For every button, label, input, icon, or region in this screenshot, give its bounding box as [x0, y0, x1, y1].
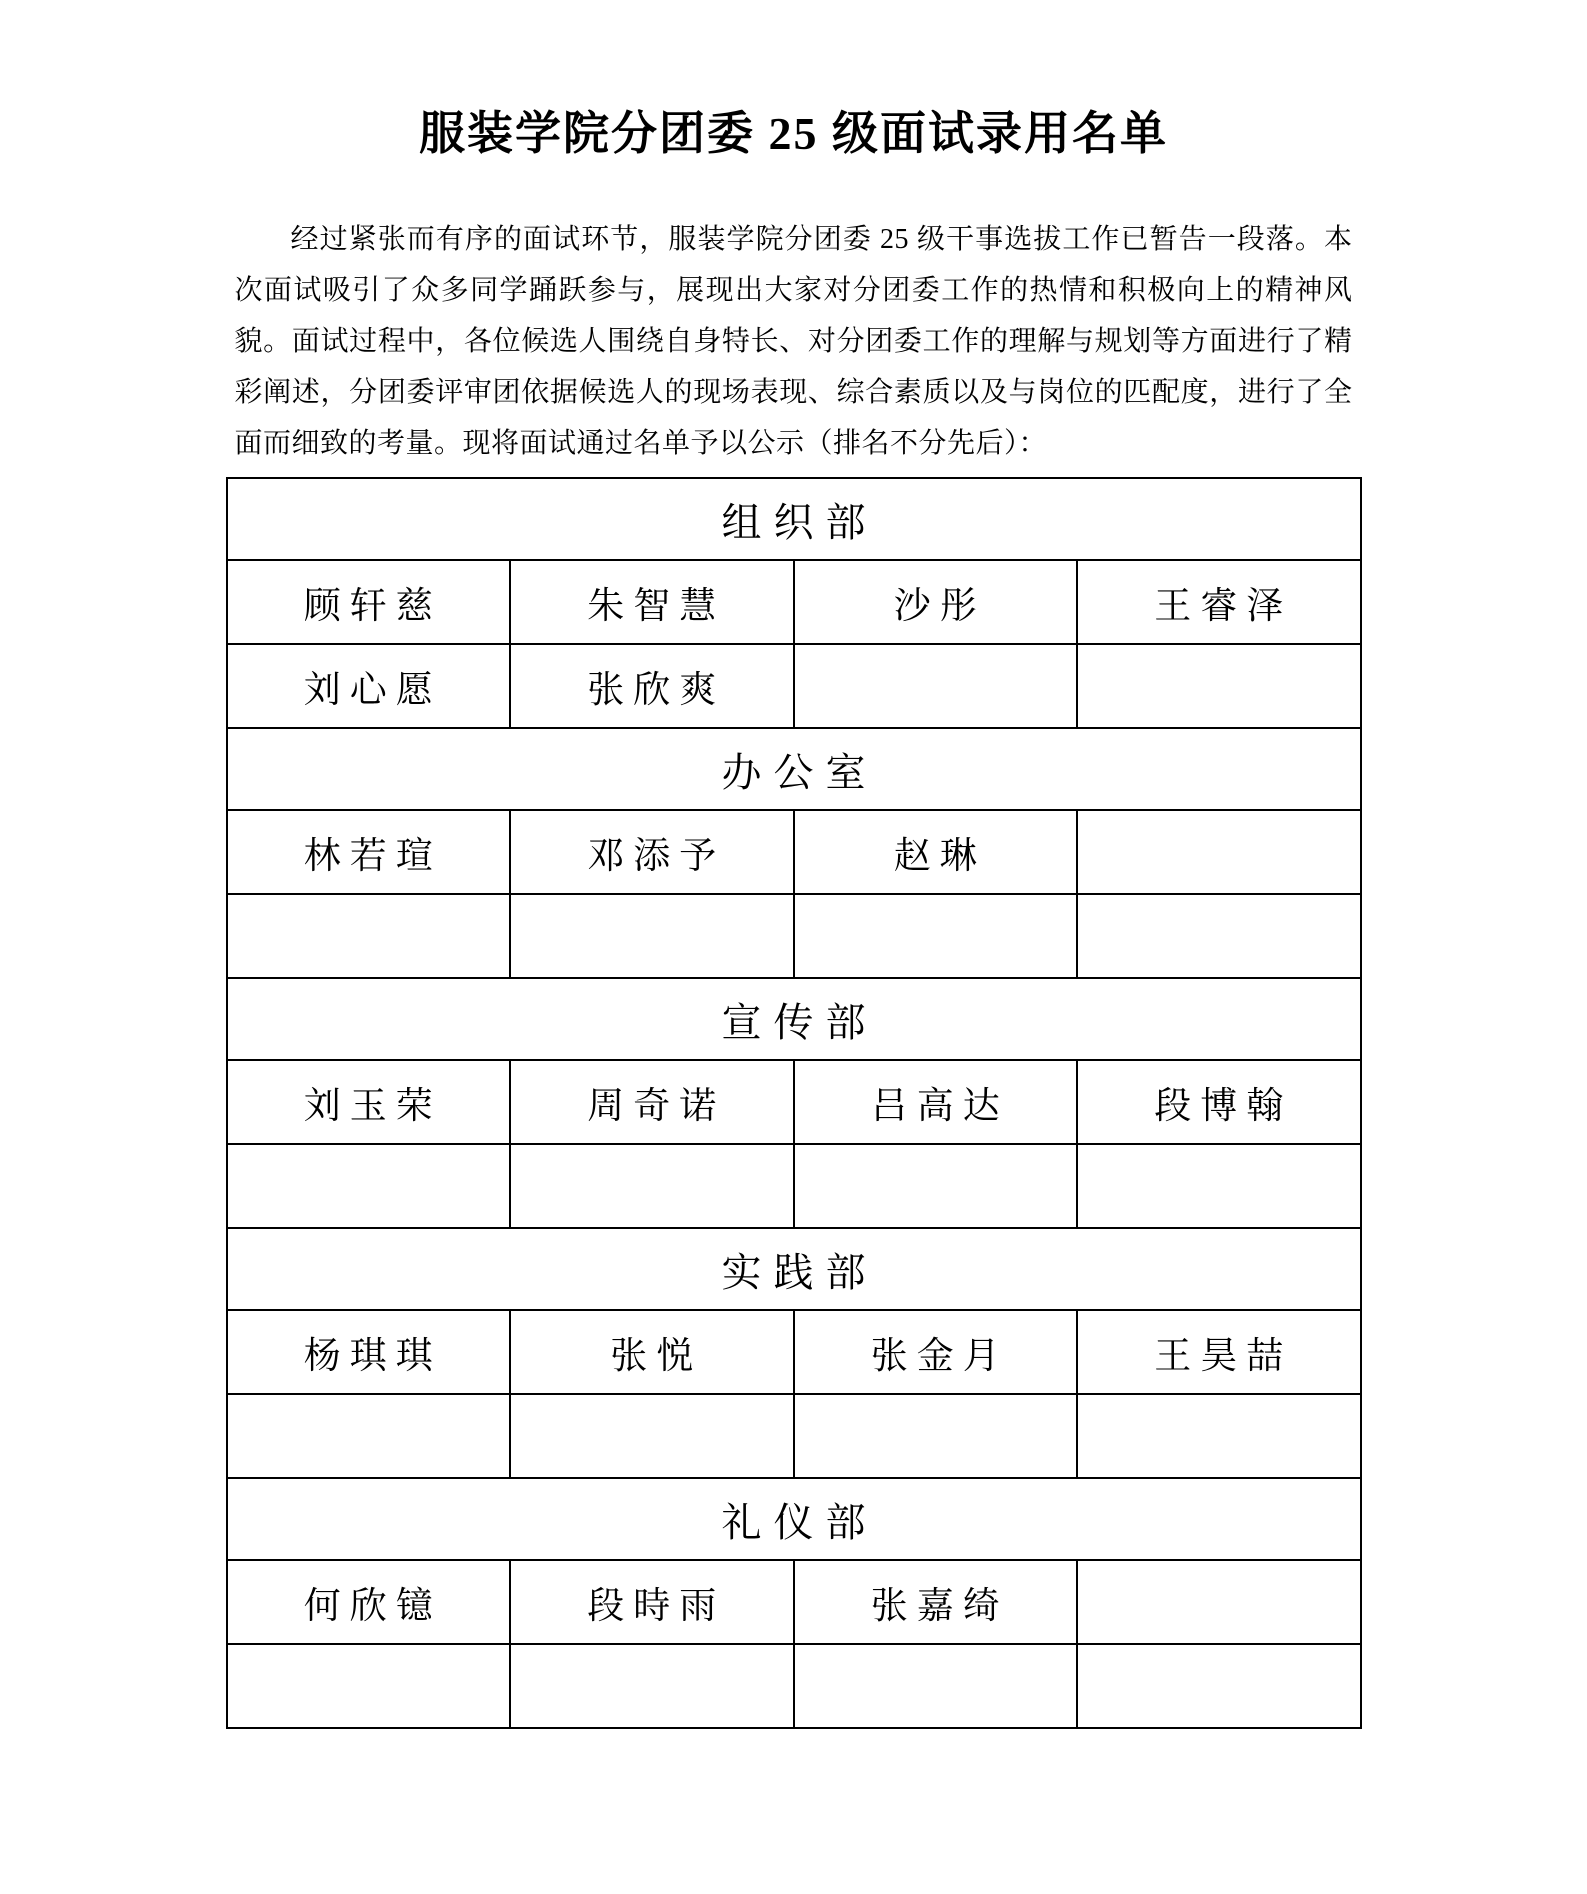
name-cell [794, 1144, 1078, 1228]
name-cell [227, 894, 511, 978]
name-cell: 何欣镱 [227, 1560, 511, 1644]
name-cell [1077, 1644, 1361, 1728]
name-cell [794, 894, 1078, 978]
name-cell: 朱智慧 [510, 560, 794, 644]
name-cell: 沙彤 [794, 560, 1078, 644]
section-header: 实践部 [227, 1228, 1361, 1310]
table-row [227, 810, 1361, 894]
section-header: 组织部 [227, 478, 1361, 560]
name-cell: 王昊喆 [1077, 1310, 1361, 1394]
name-cell: 张金月 [794, 1310, 1078, 1394]
name-cell: 张嘉绮 [794, 1560, 1078, 1644]
name-cell [227, 1394, 511, 1478]
table-row [227, 1060, 1361, 1144]
name-cell [1077, 894, 1361, 978]
section-header: 礼仪部 [227, 1478, 1361, 1560]
name-cell [1077, 1560, 1361, 1644]
page-title: 服装学院分团委 25 级面试录用名单 [419, 108, 1168, 159]
name-cell: 刘心愿 [227, 644, 511, 728]
name-cell [1077, 810, 1361, 894]
name-cell: 段時雨 [510, 1560, 794, 1644]
name-cell: 张欣爽 [510, 644, 794, 728]
section-header: 办公室 [227, 728, 1361, 810]
table-row [227, 644, 1361, 728]
section-header: 宣传部 [227, 978, 1361, 1060]
name-cell [227, 1144, 511, 1228]
name-cell [510, 1644, 794, 1728]
name-cell [1077, 644, 1361, 728]
name-cell: 杨琪琪 [227, 1310, 511, 1394]
table-row [227, 1144, 1361, 1228]
name-cell: 段博翰 [1077, 1060, 1361, 1144]
name-cell [794, 1644, 1078, 1728]
name-cell [1077, 1144, 1361, 1228]
table-row [227, 1310, 1361, 1394]
section-header-row [227, 1228, 1361, 1310]
table-row [227, 560, 1361, 644]
section-header-row [227, 1478, 1361, 1560]
section-header-row [227, 978, 1361, 1060]
name-cell: 顾轩慈 [227, 560, 511, 644]
name-cell: 张悦 [510, 1310, 794, 1394]
table-row [227, 1560, 1361, 1644]
name-cell: 刘玉荣 [227, 1060, 511, 1144]
name-cell [794, 1394, 1078, 1478]
name-cell: 周奇诺 [510, 1060, 794, 1144]
section-header-row [227, 478, 1361, 560]
name-cell: 吕高达 [794, 1060, 1078, 1144]
name-cell: 王睿泽 [1077, 560, 1361, 644]
name-cell [510, 1394, 794, 1478]
intro-paragraph: 经过紧张而有序的面试环节，服装学院分团委 25 级干事选拔工作已暂告一段落。本次面试吸引了众多同学踊跃参与，展现出大家对分团委工作的热情和积极向上的精神风貌。面试过程中，各位候选人围绕自身特长、对分团委工作的理解与规划等方面进行了精彩阐述，分团委评审团依据候选人的现场表现、综合素质以及与岗位的匹配度，进行了全面而细致的考量。现将面试通过名单予以公示（排名不分先后）： [234, 224, 1353, 459]
table-row [227, 1644, 1361, 1728]
name-cell [510, 1144, 794, 1228]
name-cell [510, 894, 794, 978]
name-cell: 邓添予 [510, 810, 794, 894]
name-cell: 林若瑄 [227, 810, 511, 894]
table-row [227, 1394, 1361, 1478]
name-cell [794, 644, 1078, 728]
table-row [227, 894, 1361, 978]
roster-table [226, 477, 1362, 1729]
section-header-row [227, 728, 1361, 810]
name-cell [1077, 1394, 1361, 1478]
name-cell: 赵琳 [794, 810, 1078, 894]
name-cell [227, 1644, 511, 1728]
